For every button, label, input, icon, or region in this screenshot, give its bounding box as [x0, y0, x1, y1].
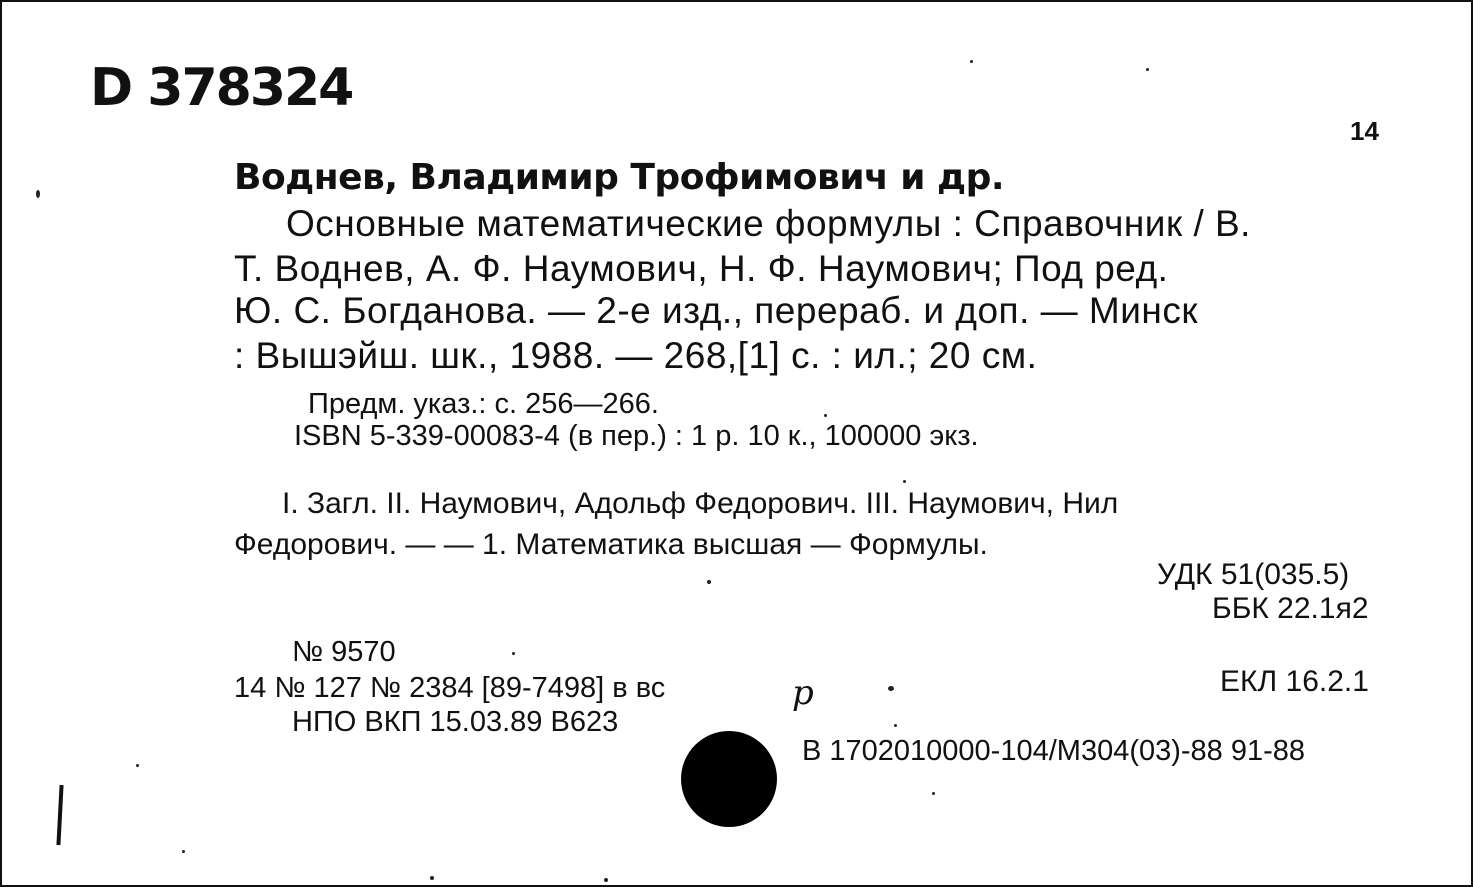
tracing-line: I. Загл. II. Наумович, Адольф Федорович. III. Наумович, Нил — [282, 487, 1119, 520]
scan-speck — [970, 60, 973, 63]
scan-speck — [894, 724, 897, 727]
scan-speck — [903, 480, 906, 483]
scan-speck — [182, 850, 185, 853]
scan-speck — [36, 190, 40, 198]
scan-speck — [604, 878, 608, 882]
margin-pencil-mark — [56, 785, 63, 845]
card-number: 14 — [1350, 116, 1379, 146]
punch-hole — [681, 731, 777, 827]
udk-code: УДК 51(035.5) — [1157, 558, 1350, 591]
tracing-line: Федорович. — — 1. Математика высшая — Формулы. — [234, 528, 988, 561]
scan-speck — [512, 652, 515, 655]
ekl-code: ЕКЛ 16.2.1 — [1220, 665, 1369, 698]
description-line: Т. Воднев, А. Ф. Наумович, Н. Ф. Наумович; Под ред. — [234, 248, 1169, 289]
print-date-line: НПО ВКП 15.03.89 В623 — [292, 706, 619, 738]
scan-speck — [430, 876, 434, 880]
scan-speck — [707, 580, 711, 584]
isbn-note: ISBN 5-339-00083-4 (в пер.) : 1 р. 10 к., 100000 экз. — [294, 420, 979, 452]
description-line: Ю. С. Богданова. — 2-е изд., перераб. и доп. — Минск — [234, 290, 1199, 331]
catalog-number: D 378324 — [90, 58, 353, 118]
scan-speck — [136, 764, 139, 767]
print-data-line: 14 № 127 № 2384 [89-7498] в вс — [234, 672, 666, 704]
scan-speck — [824, 414, 827, 417]
scan-speck — [1146, 68, 1149, 71]
author-heading: Воднев, Владимир Трофимович и др. — [234, 157, 1005, 198]
bbk-code: ББК 22.1я2 — [1212, 592, 1369, 625]
publisher-code: В 1702010000-104/М304(03)-88 91-88 — [802, 735, 1306, 767]
order-number: № 9570 — [292, 636, 396, 668]
handwritten-mark: p — [792, 673, 814, 713]
scan-speck — [932, 792, 935, 795]
subject-index-note: Предм. указ.: с. 256—266. — [308, 388, 659, 420]
scan-speck — [888, 686, 894, 691]
description-line: Основные математические формулы : Справочник / В. — [286, 203, 1251, 244]
description-line: : Вышэйш. шк., 1988. — 268,[1] с. : ил.; 20 см. — [234, 335, 1038, 376]
